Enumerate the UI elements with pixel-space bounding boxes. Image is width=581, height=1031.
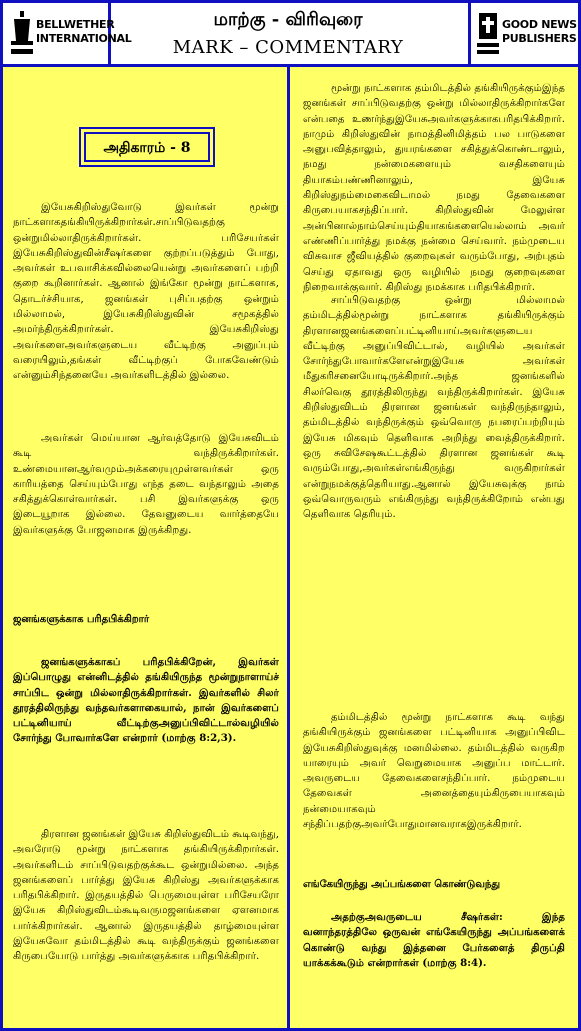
right-paragraph-2: சாப்பிடுவதற்கு ஒன்று மில்லாமல் தம்மிடத்தில்மூன்று நாட்களாக தங்கியிருக்கும் திரளானஜனங்களைப்பட்டினியாய்அவர்களுடைய வீட்டிற்கு அனுப்பிவிட்டால், வழியில் அவர்கள் சோர்ந்துபோவார்களேஎன்றுஇயேசு அவர்கள் மீதுகரிசனையோடிருக்கிறார்.அந்த ஜனங்களில் சிலர்வெகு தூரத்திலிருந்து வந்திருக்கிறார்கள். இயேசு கிறிஸ்துவிடம் திரளான ஜனங்கள் வந்திருந்தாலும், தம்மிடத்தில் வந்திருக்கும் ஒவ்வொரு நபரைப்பற்றியும் இயேசு மிகவும் தெளிவாக அறிந்து வைத்திருக்கிறார். ஒரு சுவிசேஷகூட்டத்தில் திரளான ஜனங்கள் கூடி வரும்போது,அவர்கள்எங்கிருந்து வருகிறார்கள் என்றுநமக்குத்தெரியாது.ஆனால் இயேசுவுக்கு நாம் ஒவ்வொருவரும் எங்கிருந்து வந்திருக்கிறோம் என்பது தெளிவாக தெரியும். <box>303 295 565 521</box>
right-scripture-quote: அதற்குஅவருடைய சீஷர்கள்: இந்த வனாந்தரத்திலே ஒருவன் எங்கேயிருந்து அப்பங்களைக் கொண்டு வந்து இத்தனை பேர்களைத் திருப்தி யாக்கக்கூடும் என்றார்கள் (மாற்கு 8:4). <box>303 911 565 969</box>
left-paragraph-2: அவர்கள் மெய்யான ஆர்வத்தோடு இயேசுவிடம் கூடி வந்திருக்கிறார்கள். உண்மையானஆர்வமும்அக்கரையுமுள்ளவர்கள் ஒரு காரியத்தை செய்யும்போது எந்த தடை வந்தாலும் அதை சகித்துக்கொள்வார்கள். பசி இவர்களுக்கு ஒரு இடையூறாக இல்லை. தேவனுடைய வார்த்தையே இவர்களுக்கு போஜனமாக இருக்கிறது. <box>13 433 279 536</box>
right-paragraph-1: மூன்று நாட்களாக தம்மிடத்தில் தங்கியிருக்கும்இந்த ஜனங்கள் சாப்பிடுவதற்கு ஒன்று மில்லாதிருக்கிறார்களே என்பதை உணர்ந்துஇயேசுஅவர்களுக்காகபரிதபிக்கிறார். நாமும் கிறிஸ்துவின் நாமத்தினிமித்தம் பல பாடுகளை அனுபவித்தாலும், துயரங்களை சகித்துக்கொண்டாலும், நமது நன்மைகளையும் வசதிகளையும் தியாகம்பண்ணினாலும், இயேசு கிறிஸ்துநம்மைகைவிடாமல் நமது தேவைகளை கிருபையாகசந்திப்பார். கிறிஸ்துவின் மேலுள்ள அன்பினால்நாம்செய்யும்தியாகங்களையெல்லாம் அவர் எண்ணிப்பார்த்து நமக்கு நன்மை செய்வார். நம்முடைய விசுவாச ஜீவியத்தில் குறைவுகள் வரும்போது, அற்புதம் செய்து ஏதாவது ஒரு வழியில் நமது குறைவுகளை நிறைவாக்குவார். கிறிஸ்து நமக்காக பரிதபிக்கிறார். <box>303 83 565 293</box>
chapter-title: அதிகாரம் - 8 <box>84 132 210 162</box>
right-logo-text: GOOD NEWS PUBLISHERS <box>502 18 577 45</box>
title-english: MARK – COMMENTARY <box>172 37 404 58</box>
book-icon <box>477 11 499 55</box>
left-scripture-quote: ஜனங்களுக்காகப் பரிதபிக்கிறேன், இவர்கள் இப்பொழுது என்னிடத்தில் தங்கியிருந்த மூன்றுநாளாய்ச் சாப்பிட ஒன்று மில்லாதிருக்கிறார்கள். இவர்களில் சிலர் தூரத்திலிருந்து வந்தவர்களாகையால், நான் இவர்களைப் பட்டினியாய் வீட்டிற்குஅனுப்பிவிட்டால்வழியில் சோர்ந்து போவார்களே என்றார் (மாற்கு 8:2,3). <box>13 656 279 745</box>
bellwether-logo <box>3 3 132 64</box>
bell-icon <box>11 11 33 55</box>
title-tamil: மாற்கு - விரிவுரை <box>213 9 363 30</box>
left-column <box>3 67 290 1028</box>
right-paragraph-3: தம்மிடத்தில் மூன்று நாட்களாக கூடி வந்து தங்கியிருக்கும் ஜனங்களை பட்டினியாக அனுப்பிவிட இயேசுகிறிஸ்துவுக்கு மனமில்லை. தம்மிடத்தில் வருகிற யாரையும் அவர் வெறுமையாக அனுப்ப மாட்டார். அவருடைய தேவைகளைசந்திப்பார். நம்முடைய தேவைகள் அனைத்தையும்கிருபையாகவும் நன்மையாகவும் சந்திப்பதற்குஅவர்போதுமானவராகஇருக்கிறார். <box>303 712 565 831</box>
left-logo-text: BELLWETHER INTERNATIONAL <box>36 18 132 45</box>
right-column <box>293 67 578 1028</box>
good-news-logo <box>468 3 578 64</box>
chapter-box <box>79 127 215 167</box>
left-paragraph-3: திரளான ஜனங்கள் இயேசு கிறிஸ்துவிடம் கூடிவந்து, அவரோடு மூன்று நாட்களாக தங்கியிருக்கிறார்கள். அவர்களிடம் சாப்பிடுவதற்குக்கூட ஒன்றுமில்லை. அந்த ஜனங்களைப் பார்த்து இயேசு கிறிஸ்து அவர்களுக்காக பரிதபிக்கிறார். இருதயத்தில் பெருமையுள்ள பரிசேயரோ இயேசு கிறிஸ்துவிடம்கூடிவருமஜனங்களை ஏளனமாக பார்க்கிறார்கள். ஆனால் இருதயத்தில் தாழ்மையுள்ள இயேசுவோ தம்மிடத்தில் கூடி வந்திருக்கும் ஜனங்களை கிருபையோடு பார்த்து அவர்களுக்காக பரிதபிக்கிறார். <box>13 829 279 963</box>
title-box <box>111 3 465 64</box>
left-section-heading: ஜனங்களுக்காக பரிதபிக்கிறார் <box>13 614 150 625</box>
page-header <box>3 3 578 67</box>
left-paragraph-1: இயேசுகிறிஸ்துவோடு இவர்கள் மூன்று நாட்களாகதங்கியிருக்கிறார்கள்.சாப்பிடுவதற்கு ஒன்றுமில்லாதிருக்கிறார்கள். பரிசேயர்கள் இயேசுகிறிஸ்துவின்சீஷர்களை குற்றப்படுத்தும் போது, அவர்கள் உபவாசிக்கவில்லையென்று அவர்களைப் பற்றி குறை கூறினார்கள். ஆனால் இங்கோ மூன்று நாட்களாக, தொடர்ச்சியாக, ஜனங்கள் புசிப்பதற்கு ஒன்றும் மில்லாமல், இயேசுகிறிஸ்துவின் சமூகத்தில் அமர்ந்திருக்கிறார்கள். இயேசுகிறிஸ்து அவர்களைஅவர்களுடைய வீட்டிற்கு அனுப்பும் வரையிலும்,தங்கள் வீட்டிற்குப் போகவேண்டும் என்னும்சிந்தனையே அவர்களிடத்தில் இல்லை. <box>13 202 279 382</box>
right-section-heading: எங்கேயிருந்து அப்பங்களை கொண்டுவந்து <box>303 879 500 890</box>
